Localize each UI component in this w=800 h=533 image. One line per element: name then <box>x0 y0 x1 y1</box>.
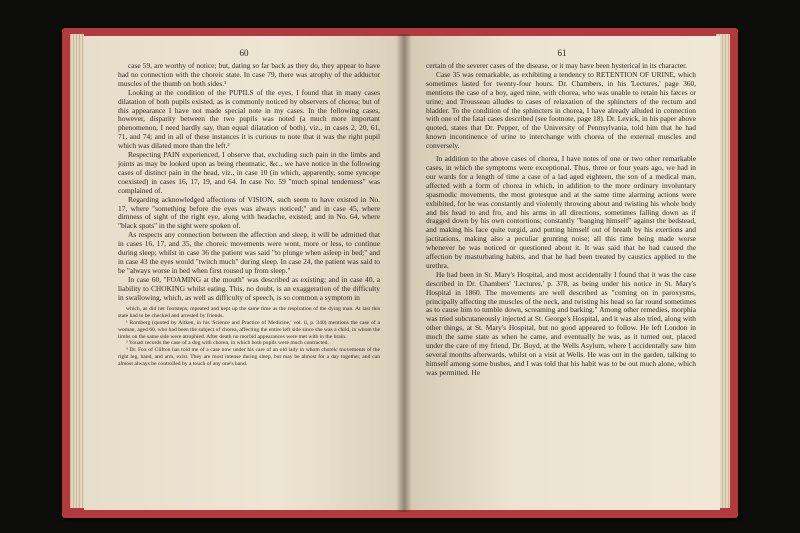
page-number: 60 <box>239 48 249 58</box>
left-page-edges <box>70 34 84 508</box>
paragraph: In addition to the above cases of chorea, I have notes of one or two other remarkable cases, in which the symptoms were exceptional. Thus, three or four years ago, we had in our wards for a length of time a case of a lad aged eighteen, the son of a medical man, affected with a form of chorea in which, in addition to the more ordinary involuntary spasmodic movements, the most grotesque and at the same time alarming actions were exhibited, for he was constantly and violently throwing about and twisting his whole body and his head to and fro, and his arms in all directions, sometimes falling down as if dragged down by his own contortions; constantly "banging himself" against the bedstead, and making his face quite turgid, and putting himself out of breath by his exertions and jactitations, making also a peculiar grunting noise; all this time being made worse whenever he was noticed or questioned about it. It was said that he had caused the affection by masturbating habits, and that he had been treated by caustics applied to the urethra. <box>426 154 696 270</box>
paragraph: case 59, are worthy of notice; but, dating so far back as they do, they appear to have had no connection with the choreic state. In case 79, there was atrophy of the adductor muscles of the thumb on both sides.¹ <box>118 61 380 88</box>
footnote: ³ Dr. Fox of Clifton has told me of a case now under his care of an old lady in whom choreic movements of the right leg, hand, and arm, exist. They are most intense during sleep, but may be almost for a day together, and can almost always be controlled by a touch of any one's hand. <box>118 347 380 367</box>
paragraph: Regarding acknowledged affections of VISION, such seem to have existed in No. 17, where "something before the eyes was always noticed;" and in case 45, where dimness of sight of the right eye, along with headache, existed; and in No. 64, where "black spots" in the sight were spoken of. <box>118 194 380 231</box>
footnote: ¹ Romberg (quoted by Aitken, in his 'Science and Practice of Medicine,' vol. ii, p. 340) mentions the case of a woman, aged 60, who had been the subject of chorea, affecting the entire left side since she was a child, in whom the limbs on the same side were atrophied. After death no morbid appearances were met with in the brain. <box>118 320 380 340</box>
footnotes <box>118 306 380 367</box>
paragraph: He had been in St. Mary's Hospital, and most accidentally I found that it was the case described in Dr. Chambers' 'Lectures,' p. 378, as being under his notice in St. Mary's Hospital in 1860. The movements are well described as "coming on in paroxysms, principally affecting the muscles of the neck, and twisting his head so far round sometimes as to cause him to tumble down, screaming and barking." Among other remedies, morphia was tried subcutaneously injected at St. George's Hospital, and it was also tried, along with other things, at St. Mary's Hospital, but no good appeared to follow. He left London in much the same state as when he came, and eventually he was, as it turned out, placed under the care of my friend, Dr. Boyd, at the Wells Asylum, where I accidentally saw him several months afterwards, whilst on a visit at Wells. He was out in the garden, talking to himself among some bushes, and I was told that his habit was to be out much alone, which was permitted. He <box>426 269 696 377</box>
footnote: which, as did her footsteps, repeated and kept up the same time as the respiration of the dying man. At last this state had to be checked and arrested by friends. <box>118 306 380 320</box>
paragraph: Looking at the condition of the PUPILS of the eyes, I found that in many cases dilatation of both pupils existed, as is commonly noticed by observers of chorea; but of this appearance I have not made special note in my cases. In the following cases, however, disparity between the two pupils was noted (a much more important phenomenon, I need hardly say, than equal dilatation of both), viz., in cases 2, 20, 61, 71, and 74; and in all of these instances it is curious to note that it was the right pupil which was dilated more than the left.² <box>118 87 380 151</box>
paragraph: As respects any connection between the affection and sleep, it will be admitted that in cases 16, 17, and 35, the choreic movements were wont, more or less, to continue during sleep; whilst in case 36 the patient was said "to plunge when asleep in bed;" and in case 43 the eyes would "twitch much" during sleep. In case 24, the patient was said to be "always worse in bed when first roused up from sleep." <box>118 230 380 275</box>
paragraph: certain of the severer cases of the disease, or it may have been hysterical in its character. <box>426 61 688 70</box>
page-number: 61 <box>557 48 567 58</box>
paragraph: Respecting PAIN experienced, I observe that, excluding such pain in the limbs and joints as may be looked upon as being rheumatic, &c., we have notice in the following cases of distinct pain in the head, viz., in case 10 (in which, apparently, some syncope coexisted) in cases 16, 17, 19, and 64. In case No. 59 "much spinal tenderness" was complained of. <box>118 150 380 195</box>
book-gutter <box>396 34 412 512</box>
page-body <box>118 62 380 368</box>
left-page <box>84 36 404 510</box>
footnote: ² Youatt records the case of a dog with chorea, in which both pupils were much contracted. <box>126 340 329 347</box>
paragraph: In case 60, "FOAMING at the mouth" was described as existing; and in case 40, a liability to CHOKING whilst eating. This, no doubt, is an exaggeration of the difficulty in swallowing, which, as well as difficulty of speech, is so common a symptom in <box>118 274 380 302</box>
right-page <box>404 36 720 510</box>
page-body <box>426 62 696 378</box>
paragraph: Case 35 was remarkable, as exhibiting a tendency to RETENTION OF URINE, which sometimes lasted for twenty-four hours. Dr. Chambers, in his 'Lectures,' page 360, mentions the case of a boy, aged nine, with chorea, who was unable to retain his fæces or urine; and Trousseau alludes to cases of relaxation of the sphincters of the rectum and bladder. To the condition of the sphincters in chorea, I have already alluded in connection with one of the fatal cases described (see footnote, page 18). Dr. Levick, in his paper above quoted, states that Dr. Pepper, of the University of Pennsylvania, told him that he had known incontinence of urine to interchange with chorea of the external muscles and conversely. <box>426 69 696 151</box>
